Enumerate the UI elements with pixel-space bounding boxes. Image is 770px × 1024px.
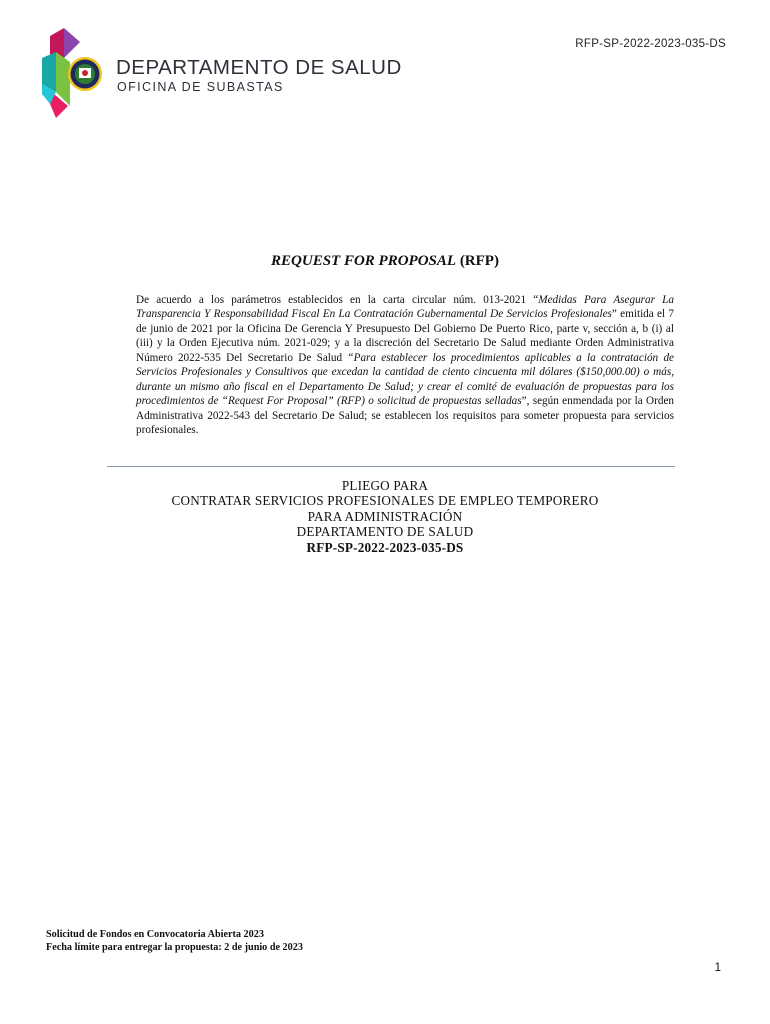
footer-line-2: Fecha límite para entregar la propuesta: 2 de junio de 2023 (46, 942, 303, 953)
puerto-rico-seal-logo-icon (40, 28, 106, 120)
reference-code: RFP-SP-2022-2023-035-DS (575, 38, 726, 50)
intro-paragraph (136, 293, 674, 438)
intro-italic-1: Medidas Para Asegurar La Transparencia Y Responsabilidad Fiscal En La Contratación Gubernamental De Servicios Profesionales (136, 294, 674, 321)
intro-text-1: De acuerdo a los parámetros establecidos en la carta circular núm. 013-2021 “ (136, 294, 539, 306)
pliego-line-1: PLIEGO PARA (341, 478, 429, 493)
pliego-block (0, 478, 770, 555)
footer-line-1: Solicitud de Fondos en Convocatoria Abierta 2023 (46, 929, 264, 940)
pliego-code: RFP-SP-2022-2023-035-DS (306, 539, 464, 555)
office-name: OFICINA DE SUBASTAS (117, 80, 284, 94)
pliego-line-3: PARA ADMINISTRACIÓN (307, 508, 463, 524)
intro-text-3: ”, según enmendada por la Orden Administrativa 2022-543 del Secretario De Salud; se establecen los requisitos para someter propuesta para servicios profesionales. (136, 395, 674, 437)
intro-italic-2: “Para establecer los procedimientos aplicables a la contratación de Servicios Profesionales y Consultivos que excedan la cantidad de ciento cincuenta mil dólares ($150,000.00) o más, durante un mismo año fiscal en el Departamento De Salud; y crear el comité de evaluación de propuestas para los procedimientos de “Request For Proposal” (RFP) o solicitud de propuestas selladas (136, 351, 675, 408)
organization-name: DEPARTAMENTO DE SALUD (116, 56, 402, 79)
pliego-line-2: CONTRATAR SERVICIOS PROFESIONALES DE EMPLEO TEMPORERO (171, 493, 599, 509)
page-number: 1 (714, 962, 721, 974)
footer-notes (46, 928, 303, 954)
intro-text-2: ” emitida el 7 de junio de 2021 por la Oficina De Gerencia Y Presupuesto Del Gobierno De Puerto Rico, parte v, sección a, b (i) al (iii) y la Orden Ejecutiva núm. 2021-029; y a la discreción del Secretario De Salud mediante Orden Administrativa Número 2022-535 Del Secretario De Salud (136, 308, 675, 364)
page-title (0, 253, 770, 270)
title-abbrev: (RFP) (459, 253, 499, 269)
section-divider (107, 466, 675, 467)
header-logo (40, 28, 440, 123)
pliego-line-4: DEPARTAMENTO DE SALUD (296, 524, 474, 540)
title-italic: REQUEST FOR PROPOSAL (271, 253, 457, 269)
